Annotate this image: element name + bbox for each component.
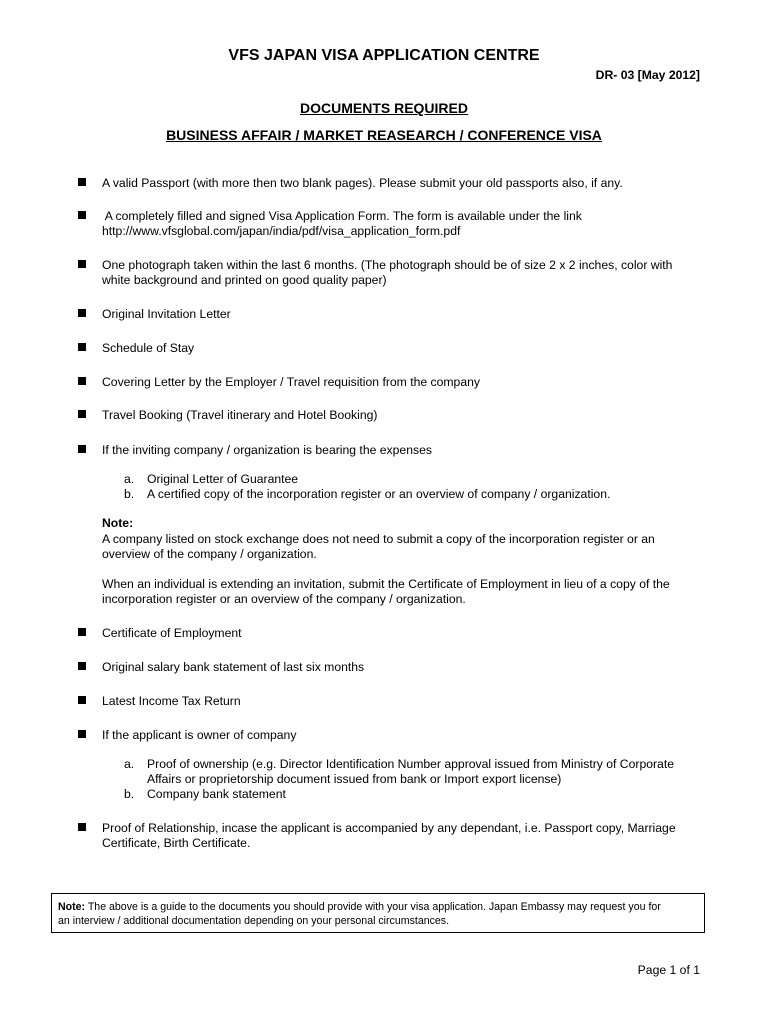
item-text: One photograph taken within the last 6 months. (The photograph should be of size 2 x 2 inches, color with	[102, 258, 673, 272]
sub-item-text: Affairs or proprietorship document issued from bank or Import export license)	[147, 772, 562, 786]
sub-item-text: Proof of ownership (e.g. Director Identification Number approval issued from Ministry of Corporate	[147, 757, 674, 771]
bullet-icon	[78, 178, 86, 186]
sub-item-text: A certified copy of the incorporation register or an overview of company / organization.	[147, 487, 611, 501]
sub-item-label: a.	[124, 472, 135, 486]
disclaimer-text: an interview / additional documentation depending on your personal circumstances.	[58, 915, 450, 927]
note-text: When an individual is extending an invitation, submit the Certificate of Employment in lieu of a copy of the	[102, 577, 670, 591]
bullet-icon	[78, 377, 86, 385]
document-reference: DR- 03 [May 2012]	[595, 68, 700, 82]
sub-item-text: Company bank statement	[147, 787, 286, 801]
item-text: If the inviting company / organization is bearing the expenses	[102, 443, 432, 457]
bullet-icon	[78, 730, 86, 738]
note-label: Note:	[102, 516, 134, 530]
item-text: Schedule of Stay	[102, 341, 195, 355]
item-text: A valid Passport (with more then two blank pages). Please submit your old passports also, if any.	[102, 176, 623, 190]
bullet-icon	[78, 309, 86, 317]
bullet-icon	[78, 662, 86, 670]
bullet-icon	[78, 823, 86, 831]
note-paragraph	[102, 532, 702, 562]
bullet-icon	[78, 260, 86, 268]
note-text: incorporation register or an overview of the company / organization.	[102, 592, 466, 606]
item-text: Original Invitation Letter	[102, 307, 231, 321]
section-heading: DOCUMENTS REQUIRED	[299, 100, 468, 116]
sub-item-text: Original Letter of Guarantee	[147, 472, 299, 486]
bullet-icon	[78, 410, 86, 418]
bullet-icon	[78, 696, 86, 704]
bullet-icon	[78, 343, 86, 351]
item-text: Original salary bank statement of last six months	[102, 660, 365, 674]
item-text: Latest Income Tax Return	[102, 694, 241, 708]
sub-item-label: a.	[124, 757, 135, 771]
note-text: overview of the company / organization.	[102, 547, 317, 561]
item-text: If the applicant is owner of company	[102, 728, 297, 742]
note-paragraph	[102, 577, 702, 607]
disclaimer-label: Note:	[58, 901, 86, 913]
bullet-icon	[78, 628, 86, 636]
page-number: Page 1 of 1	[637, 963, 700, 977]
sub-item-label: b.	[124, 787, 135, 801]
visa-type-heading: BUSINESS AFFAIR / MARKET REASEARCH / CONFERENCE VISA	[166, 127, 602, 143]
item-text: Certificate, Birth Certificate.	[102, 836, 251, 850]
bullet-icon	[78, 445, 86, 453]
item-text: Certificate of Employment	[102, 626, 242, 640]
note-text: A company listed on stock exchange does not need to submit a copy of the incorporation register or an	[102, 532, 655, 546]
item-text: A completely filled and signed Visa Application Form. The form is available under the link	[102, 209, 582, 223]
bullet-icon	[78, 211, 86, 219]
document-title: VFS JAPAN VISA APPLICATION CENTRE	[228, 47, 540, 64]
disclaimer-box	[51, 893, 705, 933]
disclaimer-text: The above is a guide to the documents you should provide with your visa application. Japan Embassy may request you for	[85, 901, 661, 913]
item-text: Proof of Relationship, incase the applicant is accompanied by any dependant, i.e. Passport copy, Marriage	[102, 821, 676, 835]
item-text: Travel Booking (Travel itinerary and Hotel Booking)	[102, 408, 378, 422]
item-text: white background and printed on good quality paper)	[102, 273, 387, 287]
sub-item-label: b.	[124, 487, 135, 501]
item-text: Covering Letter by the Employer / Travel requisition from the company	[102, 375, 480, 389]
application-form-link[interactable]: http://www.vfsglobal.com/japan/india/pdf/visa_application_form.pdf	[102, 224, 461, 238]
